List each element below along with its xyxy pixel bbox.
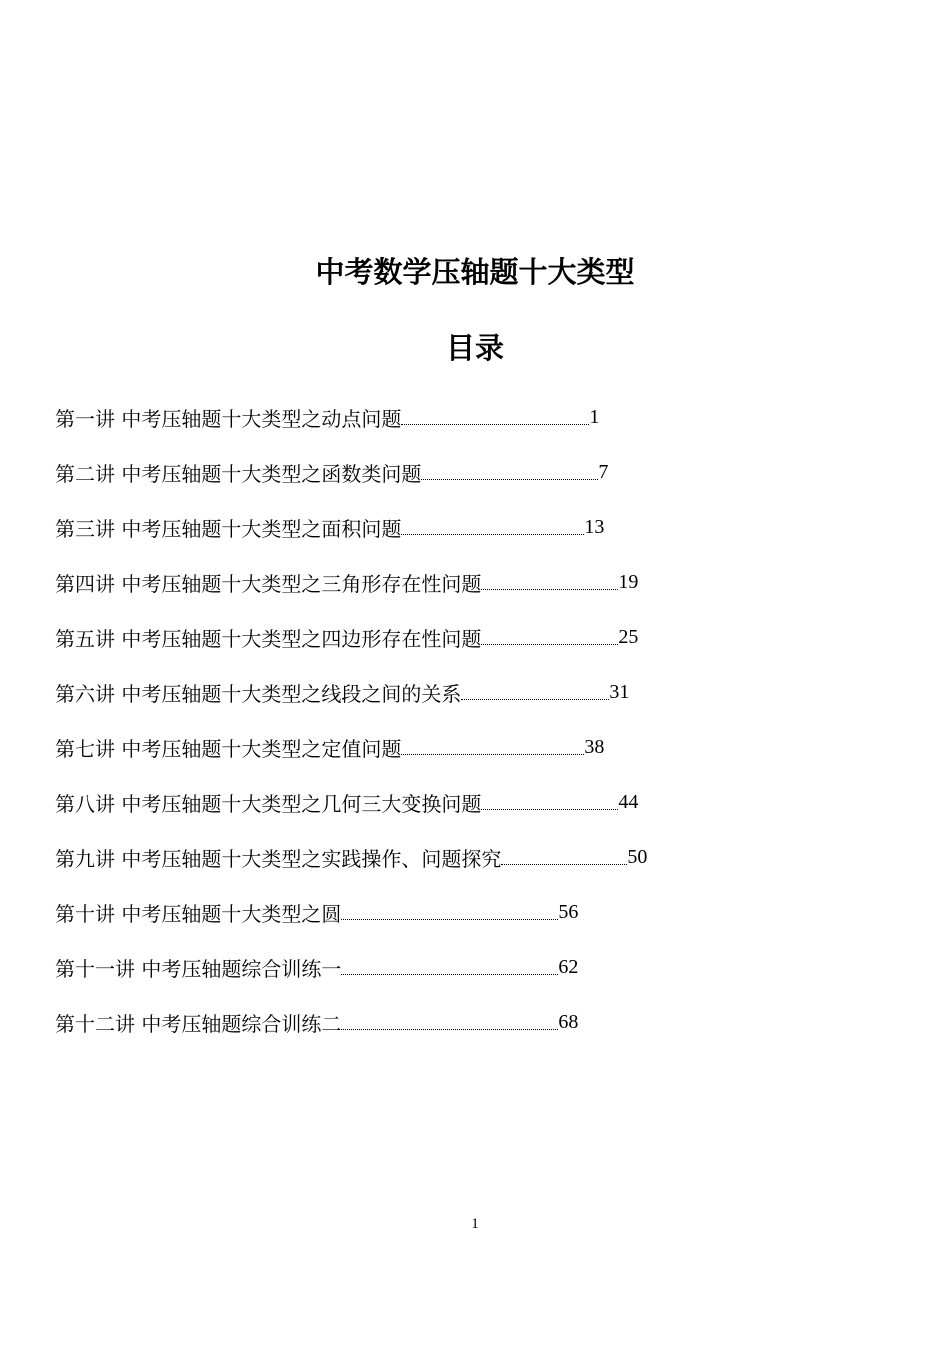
toc-dot-leader	[401, 534, 584, 535]
toc-dot-leader	[401, 754, 584, 755]
document-title: 中考数学压轴题十大类型	[315, 255, 635, 289]
toc-entry-page: 50	[627, 846, 648, 868]
toc-dot-leader	[461, 699, 609, 700]
toc-entry-label: 第一讲 中考压轴题十大类型之动点问题	[55, 407, 402, 431]
toc-entry-label: 第四讲 中考压轴题十大类型之三角形存在性问题	[55, 572, 482, 596]
table-of-contents	[55, 390, 905, 1050]
toc-dot-leader	[421, 479, 598, 480]
toc-entry-page: 31	[609, 681, 630, 703]
toc-entry-page: 38	[584, 736, 605, 758]
toc-dot-leader	[341, 919, 558, 920]
toc-entry-page: 44	[618, 791, 639, 813]
toc-entry[interactable]	[55, 555, 905, 610]
toc-entry-label: 第八讲 中考压轴题十大类型之几何三大变换问题	[55, 792, 482, 816]
toc-entry-label: 第十讲 中考压轴题十大类型之圆	[55, 902, 342, 926]
toc-entry[interactable]	[55, 885, 905, 940]
toc-entry[interactable]	[55, 665, 905, 720]
toc-entry[interactable]	[55, 940, 905, 995]
toc-heading: 目录	[445, 331, 504, 365]
toc-entry[interactable]	[55, 830, 905, 885]
toc-entry-page: 13	[584, 516, 605, 538]
toc-entry-label: 第十二讲 中考压轴题综合训练二	[55, 1012, 342, 1036]
toc-entry-page: 19	[618, 571, 639, 593]
toc-entry-page: 56	[558, 901, 579, 923]
toc-dot-leader	[401, 424, 589, 425]
toc-dot-leader	[481, 644, 618, 645]
toc-entry[interactable]	[55, 390, 905, 445]
toc-entry-page: 62	[558, 956, 579, 978]
toc-dot-leader	[341, 1029, 558, 1030]
toc-dot-leader	[341, 974, 558, 975]
toc-entry[interactable]	[55, 995, 905, 1050]
toc-entry-page: 1	[589, 406, 600, 428]
toc-entry[interactable]	[55, 720, 905, 775]
toc-dot-leader	[501, 864, 627, 865]
toc-entry-page: 25	[618, 626, 639, 648]
toc-entry-label: 第二讲 中考压轴题十大类型之函数类问题	[55, 462, 422, 486]
toc-entry-label: 第五讲 中考压轴题十大类型之四边形存在性问题	[55, 627, 482, 651]
toc-dot-leader	[481, 809, 618, 810]
toc-entry[interactable]	[55, 610, 905, 665]
toc-entry-label: 第六讲 中考压轴题十大类型之线段之间的关系	[55, 682, 462, 706]
toc-entry[interactable]	[55, 445, 905, 500]
toc-entry-label: 第九讲 中考压轴题十大类型之实践操作、问题探究	[55, 847, 502, 871]
toc-entry-label: 第七讲 中考压轴题十大类型之定值问题	[55, 737, 402, 761]
toc-dot-leader	[481, 589, 618, 590]
page-number: 1	[471, 1216, 479, 1232]
toc-entry-label: 第十一讲 中考压轴题综合训练一	[55, 957, 342, 981]
toc-entry-label: 第三讲 中考压轴题十大类型之面积问题	[55, 517, 402, 541]
toc-entry[interactable]	[55, 775, 905, 830]
toc-entry-page: 68	[558, 1011, 579, 1033]
toc-entry-page: 7	[598, 461, 609, 483]
toc-entry[interactable]	[55, 500, 905, 555]
